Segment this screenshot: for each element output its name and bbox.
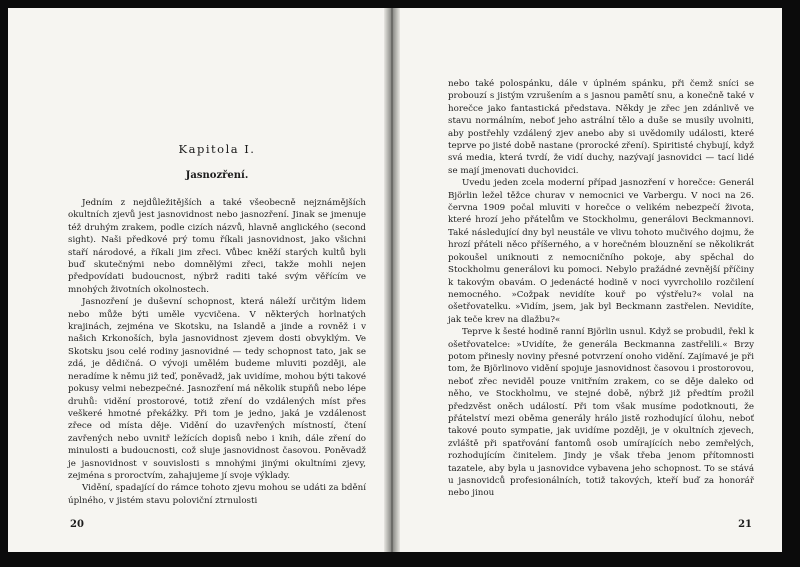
page-number: 20 <box>70 519 84 530</box>
paragraph: Jasnozření je duševní schopnost, která náleží určitým lidem nebo může býti uměle vycvičena. V některých horlnatých krajinách, zejména ve Skotsku, na Islandě a jinde a rovněž i v našich Krkonoších, byla jasnovidnost zjevem dosti obvyklým. Ve Skotsku jsou celé rodiny jasnovidné — tedy schopnost tato, jak se zdá, je dědičná. O vývoji umělém budeme mluviti později, ale neradíme k němu již teď, poněvadž, jak uvidíme, mohou býti takové pokusy velmi nebezpečné. Jasnozření má několik stupňů nebo lépe druhů: vidění prostorové, totiž zření do vzdálených míst přes veškeré hmotné překážky. Při tom je jedno, jaká je vzdálenost zřece od místa děje. Vidění do uzavřených místností, čtení zavřených nebo uvnitř ležících dopisů nebo i knih, dále zření do minulosti a budoucnosti, což sluje jasnovidnost časovou. Poněvadž je jasnovidnost v souvislosti s mnohými jinými okultními zjevy, zejména s proroctvím, zahajujeme jí svoje výklady. <box>68 297 366 481</box>
right-page <box>400 8 782 552</box>
paragraph: Uvedu jeden zcela moderní případ jasnozření v horečce: Generál Björlin ležel těžce churav v nemocnici ve Varbergu. V noci na 26. června 1909 počal mluviti v horečce o velikém nebezpečí života, které hrozí jeho přátelům ve Stockholmu, generálovi Beckmannovi. Také následující dny byl neustále ve vlivu tohoto mučivého dojmu, že hrozí přáteli něco příšerného, a v horečném blouznění se několikrát pokoušel uniknouti z nemocničního pokoje, aby spěchal do Stockholmu generálovi ku pomoci. Nebylo pražádné zevnější příčiny k takovým obavám. O jedenácté hodině v noci vyvrcholilo rozčilení nemocného. »Cožpak nevidíte kouř po výstřelu?« volal na ošetřovatelku. »Vidím, jsem, jak byl Beckmann zastřelen. Nevidíte, jak teče krev na dlažbu?« <box>448 178 754 325</box>
book-spine <box>384 8 400 552</box>
page-number: 21 <box>738 519 752 530</box>
chapter-heading: Kapitola I. <box>178 142 256 156</box>
paragraph: Vidění, spadající do rámce tohoto zjevu mohou se udáti za bdění úplného, v jistém stavu poloviční ztrnulosti <box>68 483 366 506</box>
section-title: Jasnozření. <box>185 170 249 181</box>
paragraph: nebo také polospánku, dále v úplném spánku, při čemž sníci se probouzí s jistým vzrušením a s jasnou pamětí snu, a konečně také v horečce jako fantastická představa. Někdy je zřec jen zdánlivě ve stavu normálním, neboť jeho astrální tělo a duše se musily uvolniti, aby postřehly vzdálený zjev anebo aby si uvědomily události, které teprve po jisté době nastane (prorocké zření). Spiritisté chybují, když svá media, která tvrdí, že vidí duchy, nazývají jasnovidci — tací lidé se mají jmenovati duchovidci. <box>448 79 754 176</box>
paragraph: Jedním z nejdůležitějších a také všeobecně nejznámějších okultních zjevů jest jasnovidnost nebo jasnozření. Jinak se jmenuje též druhým zrakem, podle cizích názvů, hlavně anglického (second sight). Naši předkové prý tomu říkali jasnovidnost, jako všichni staří národové, a říkali jim zřeci. Vůbec kněží starých kultů byli buď skutečnými nebo domnělými zřeci, takže mohli nejen předpovídati budoucnost, nýbrž raditi také svým věřícím ve mnohých životních okolnostech. <box>68 198 366 295</box>
paragraph: Teprve k šesté hodině ranní Björlin usnul. Když se probudil, řekl k ošetřovatelce: »Uvidíte, že generála Beckmanna zastřelili.« Brzy potom přinesly noviny přesné potvrzení onoho vidění. Zajímavé je při tom, že Björlinovo vidění spojuje jasnovidnost časovou i prostorovou, neboť zřec neviděl pouze vnitřním zrakem, co se děje daleko od něho, ve Stockholmu, ve stejné době, nýbrž již předtím prožil předzvěst oněch událostí. Při tom však musíme podotknouti, že přátelství mezi oběma generály hrálo jistě rozhodující úlohu, neboť takové pouto sympatie, jak uvidíme později, je v okultních zjevech, zvláště při spatřování fantomů osob umírajících nebo zemřelých, rozhodujícím činitelem. Jindy je však třeba jenom přítomnosti tazatele, aby byla u jasnovidce vybavena jeho schopnost. To se stává u jasnovidců profesionálních, totiž takových, kteří buď za honorář nebo jinou <box>448 327 754 499</box>
left-page <box>8 8 384 552</box>
